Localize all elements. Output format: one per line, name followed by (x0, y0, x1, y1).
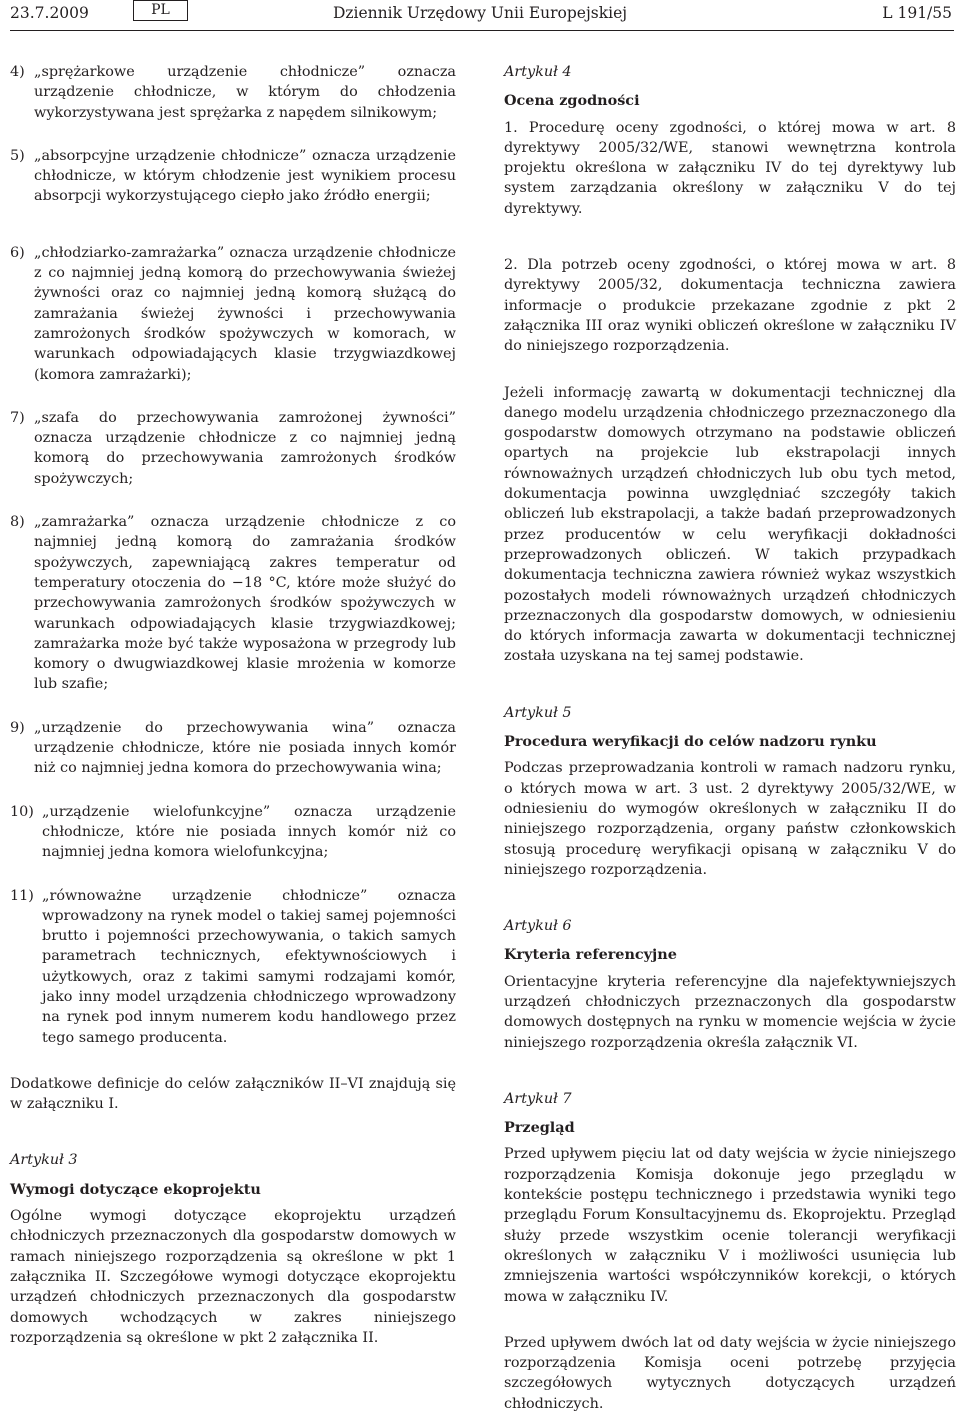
item-number: 11) (10, 887, 34, 904)
article-6-text: Orientacyjne kryteria referencyjne dla najefektywniejszych urządzeń chłodniczych przeznaczonych dla gospodarstw domowych dostępnych na rynku w momencie wejścia w życie niniejszego rozporządzenia określa załącznik VI. (504, 973, 956, 1051)
item-text: „równoważne urządzenie chłodnicze” oznacza wprowadzony na rynek model o takiej samej pojemności brutto i pojemności przechowywania, o takich samych parametrach technicznych, efektywnościowych i użytkowych, oraz z takimi samymi rodzajami komór, jako inny model urządzenia chłodniczego wprowadzony na rynek pod innym numerem kodu handlowego przez tego samego producenta. (42, 887, 456, 1046)
definition-item (10, 408, 456, 489)
item-number: 6) (10, 244, 25, 261)
article-6-title: Kryteria referencyjne (504, 946, 677, 964)
definition-item (10, 802, 456, 863)
item-text: „urządzenie wielofunkcyjne” oznacza urządzenie chłodnicze, które nie posiada innych komór niż co najmniej jedna komora wielofunkcyjna; (42, 803, 456, 861)
header-rule (10, 30, 954, 31)
article-7-paragraph-2: Przed upływem dwóch lat od daty wejścia w życie niniejszego rozporządzenia Komisja oceni potrzebę przyjęcia szczegółowych wytycznych dotyczących urządzeń chłodniczych. (504, 1334, 956, 1412)
item-text: „chłodziarko-zamrażarka” oznacza urządzenie chłodnicze z co najmniej jedną komorą do przechowywania świeżej żywności oraz co najmniej jedną komorą służącą do zamrażania świeżej żywności i przechowywania zamrożonych środków spożywczych w komorach, w warunkach odpowiadających klasie trzygwiazdkowej (komora zamrażarki); (34, 244, 456, 383)
language-badge: PL (133, 0, 188, 21)
item-number: 7) (10, 409, 25, 426)
article-5-label: Artykuł 5 (504, 704, 572, 721)
article-3-label: Artykuł 3 (10, 1152, 78, 1169)
item-number: 8) (10, 514, 25, 531)
item-number: 5) (10, 147, 25, 164)
article-7-label: Artykuł 7 (504, 1090, 572, 1107)
article-5-title: Procedura weryfikacji do celów nadzoru rynku (504, 733, 877, 751)
definition-item (10, 243, 456, 385)
article-4-paragraph-1: 1. Procedurę oceny zgodności, o której mowa w art. 8 dyrektywy 2005/32/WE, stanowi wewnętrzna kontrola projektu określona w załączniku IV do tej dyrektywy lub system zarządzania określony w załączniku V do tej dyrektywy. (504, 119, 956, 217)
article-7-title: Przegląd (504, 1119, 575, 1137)
article-4-paragraph-2: 2. Dla potrzeb oceny zgodności, o której mowa w art. 8 dyrektywy 2005/32, dokumentacja techniczna zawiera informacje o produkcie przekazane zgodnie z pkt 2 załącznika III oraz wyniki obliczeń określone w załączniku IV do niniejszego rozporządzenia. (504, 257, 956, 355)
item-number: 4) (10, 64, 25, 80)
page-header (0, 0, 960, 30)
article-4-title: Ocena zgodności (504, 92, 640, 110)
item-text: „szafa do przechowywania zamrożonej żywności” oznacza urządzenie chłodnicze z co najmniej jedną komorą do przechowywania zamrożonych środków spożywczych; (34, 409, 456, 487)
article-4-paragraph-3: Jeżeli informację zawartą w dokumentacji technicznej dla danego modelu urządzenia chłodniczego przeznaczonego dla gospodarstw domowych otrzymano na podstawie obliczeń opartych na projekcie lub ekstrapolacji innych równoważnych urządzeń chłodniczych lub obu tych metod, dokumentacja powinna uwzględniać szczegóły takich obliczeń lub ekstrapolacji, a także badań przeprowadzonych przez producentów w celu weryfikacji dokładności przeprowadzonych obliczeń. W takich przypadkach dokumentacja techniczna zawiera również wykaz wszystkich pozostałych modeli równoważnych urządzeń chłodniczych przeznaczonych dla gospodarstw domowych, w odniesieniu do których informacja zawarta w dokumentacji technicznej została uzyskana na tej samej podstawie. (504, 384, 956, 665)
item-text: „sprężarkowe urządzenie chłodnicze” oznacza urządzenie chłodnicze, w którym do chłodzenia wykorzystywana jest sprężarka z napędem silnikowym; (34, 64, 456, 121)
item-number: 9) (10, 719, 25, 736)
page-reference: L 191/55 (882, 4, 952, 22)
article-7-paragraph-1: Przed upływem pięciu lat od daty wejścia w życie niniejszego rozporządzenia Komisja dokonuje jego przeglądu w kontekście postępu technicznego i przedstawia wyniki tego przeglądu Forum Konsultacyjnemu ds. Ekoprojektu. Przegląd służy przede wszystkim ocenie tolerancji weryfikacji określonych w załączniku V i możliwości usunięcia lub zmniejszenia wartości współczynników korekcji, o których mowa w załączniku IV. (504, 1146, 956, 1305)
article-4-label: Artykuł 4 (504, 64, 572, 80)
definition-item (10, 718, 456, 779)
definition-item (10, 512, 456, 695)
article-3-text: Ogólne wymogi dotyczące ekoprojektu urządzeń chłodniczych przeznaczonych dla gospodarstw domowych w ramach niniejszego rozporządzenia są określone w pkt 1 załącznika II. Szczegółowe wymogi dotyczące ekoprojektu urządzeń chłodniczych przeznaczonych dla gospodarstw domowych wchodzących w zakres niniejszego rozporządzenia są określone w pkt 2 załącznika II. (10, 1208, 456, 1346)
publication-date: 23.7.2009 (10, 4, 89, 22)
item-text: „zamrażarka” oznacza urządzenie chłodnicze z co najmniej jedną komorą do zamrażania środków spożywczych, zapewniającą zakres temperatur od temperatury otoczenia do −18 °C, które może służyć do przechowywania zamrożonych środków spożywczych w warunkach odpowiadających klasie trzygwiazdkowej; zamrażarka może być także wyposażona w przegrody lub komory o dwugwiazdkowej klasie mrożenia w komorze lub szafie; (34, 514, 456, 693)
definition-item (10, 62, 456, 123)
item-text: „urządzenie do przechowywania wina” oznacza urządzenie chłodnicze, które nie posiada innych komór niż co najmniej jedna komora do przechowywania wina; (34, 719, 456, 777)
journal-title: Dziennik Urzędowy Unii Europejskiej (332, 4, 628, 22)
article-3-title: Wymogi dotyczące ekoprojektu (10, 1180, 261, 1198)
left-column (10, 62, 456, 1348)
definition-item (10, 146, 456, 207)
article-6-label: Artykuł 6 (504, 918, 572, 935)
item-number: 10) (10, 803, 34, 820)
item-text: „absorpcyjne urządzenie chłodnicze” oznacza urządzenie chłodnicze, w którym chłodzenie jest wynikiem procesu absorpcji wykorzystującego ciepło jako źródło energii; (34, 147, 456, 205)
definition-item (10, 886, 456, 1048)
right-column (504, 62, 956, 1414)
article-5-text: Podczas przeprowadzania kontroli w ramach nadzoru rynku, o których mowa w art. 3 ust. 2 dyrektywy 2005/32/WE, w odniesieniu do wymogów określonych w załączniku II do niniejszego rozporządzenia, organy państw członkowskich stosują procedurę weryfikacji opisaną w załączniku V do niniejszego rozporządzenia. (504, 760, 956, 878)
closing-paragraph: Dodatkowe definicje do celów załączników II–VI znajdują się w załączniku I. (10, 1075, 456, 1113)
